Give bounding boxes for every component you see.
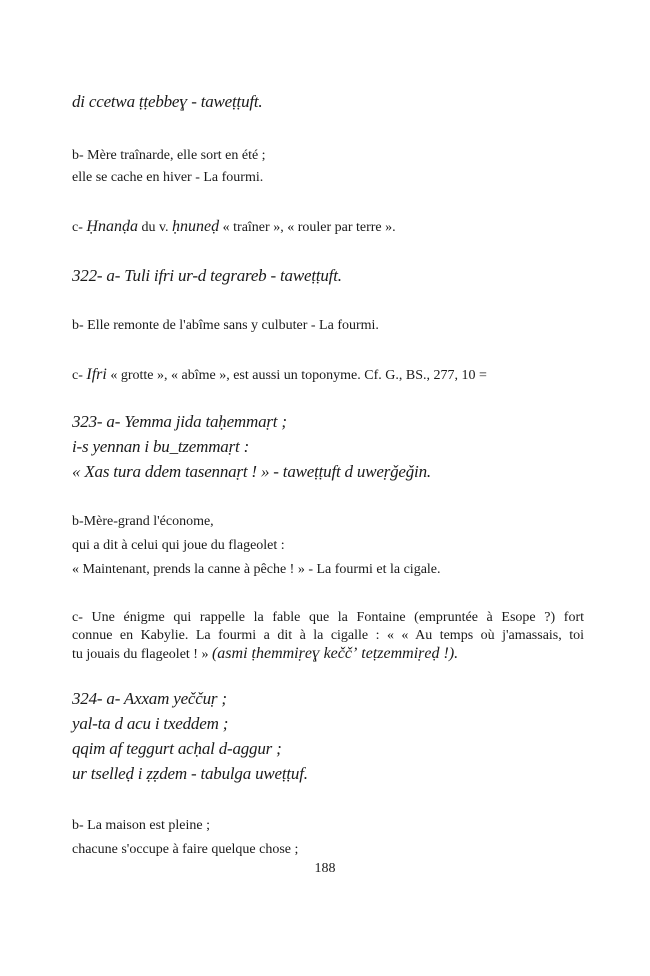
commentary-prefix: c- [72, 368, 87, 383]
riddle-324-line-1: 324- a- Axxam yeččuṛ ; [72, 689, 227, 708]
riddle-324-line-3: qqim af teggurt acḥal d-aggur ; [72, 739, 282, 758]
translation-323-line-1: b-Mère-grand l'économe, [72, 514, 214, 529]
translation-324-line-1: b- La maison est pleine ; [72, 818, 211, 833]
riddle-324-line-4: ur tselleḍ i ẓẓdem - tabulga uweṭṭuf. [72, 764, 308, 783]
riddle-323-line-3: « Xas tura ddem tasennaṛt ! » - taweṭṭuft d uweṛǧeǧin. [72, 462, 431, 481]
translation-321-line-1: b- Mère traînarde, elle sort en été ; [72, 148, 266, 163]
riddle-324-line-2: yal-ta d acu i txeddem ; [72, 714, 229, 733]
commentary-323-line-2: connue en Kabylie. La fourmi a dit à la cigalle : « « Au temps où j'amassais, toi [72, 628, 584, 643]
commentary-text: tu jouais du flageolet ! » [72, 647, 212, 662]
riddle-323-line-2: i-s yennan i bu_tzemmaṛt : [72, 437, 250, 456]
commentary-text: « grotte », « abîme », est aussi un toponyme. Cf. G., BS., 277, 10 = [106, 368, 487, 383]
page-number: 188 [314, 861, 336, 876]
translation-323-line-3: « Maintenant, prends la canne à pêche ! » - La fourmi et la cigale. [72, 562, 441, 577]
term-ifri: Ifri [86, 366, 107, 383]
commentary-prefix: c- [72, 220, 87, 235]
translation-323-line-2: qui a dit à celui qui joue du flageolet : [72, 538, 285, 553]
translation-322: b- Elle remonte de l'abîme sans y culbuter - La fourmi. [72, 318, 379, 333]
commentary-323-line-1: c- Une énigme qui rappelle la fable que la Fontaine (empruntée à Esope ?) fort [72, 610, 584, 625]
commentary-323-line-3 [72, 645, 458, 664]
kabyle-quote: (asmi ṭhemmiṛeɣ keččʼ teṭzemmiṛeḍ !). [211, 645, 459, 662]
riddle-321-line-kabyle: di ccetwa ṭṭebbeɣ - taweṭṭuft. [72, 92, 263, 111]
term-hnanda: Ḥnanḍa [86, 218, 138, 235]
commentary-text: du v. [137, 220, 173, 235]
riddle-322-line-kabyle: 322- a- Tuli ifri ur-d tegrareb - taweṭṭuft. [72, 266, 342, 285]
translation-324-line-2: chacune s'occupe à faire quelque chose ; [72, 842, 299, 857]
riddle-323-line-1: 323- a- Yemma jida taḥemmaṛt ; [72, 412, 287, 431]
commentary-text: « traîner », « rouler par terre ». [219, 220, 396, 235]
term-hnuned: ḥnuneḍ [172, 218, 220, 235]
translation-321-line-2: elle se cache en hiver - La fourmi. [72, 170, 264, 185]
commentary-321 [72, 218, 396, 237]
commentary-322 [72, 366, 487, 385]
